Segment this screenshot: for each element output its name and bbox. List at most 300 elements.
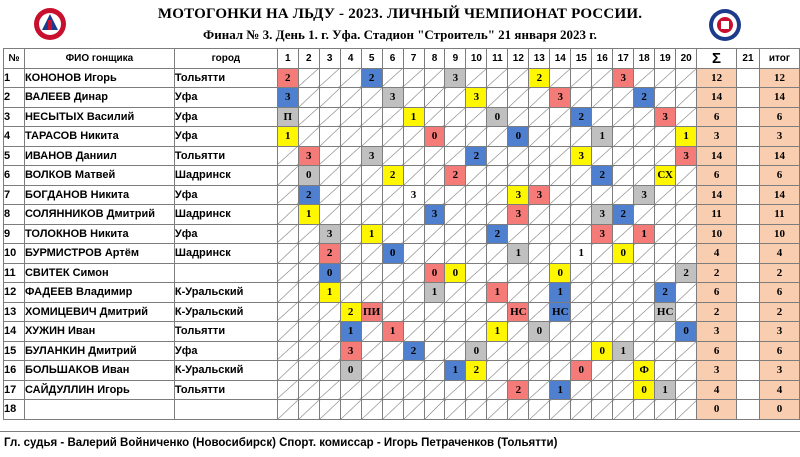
col-heat-header: 6 [382,49,403,69]
rider-total: 12 [759,68,799,88]
col-heat-header: 13 [529,49,550,69]
extra-cell [737,185,760,205]
heat-empty-cell [403,68,424,88]
heat-empty-cell [424,166,445,186]
heat-result-cell: 1 [550,283,571,303]
rider-number: 2 [4,88,25,108]
heat-empty-cell [655,127,676,147]
heat-result-cell: 2 [382,166,403,186]
heat-empty-cell [361,400,382,420]
rider-number: 15 [4,341,25,361]
heat-empty-cell [403,283,424,303]
heat-empty-cell [319,302,340,322]
col-heat-header: 4 [340,49,361,69]
rider-sum: 3 [697,361,737,381]
heat-result-cell: 1 [487,322,508,342]
table-row [4,224,800,244]
rider-city: Шадринск [174,244,277,264]
heat-result-cell: Ф [634,361,655,381]
heat-empty-cell [676,302,697,322]
heat-empty-cell [508,400,529,420]
heat-empty-cell [361,185,382,205]
page-header [0,0,800,48]
rider-sum: 11 [697,205,737,225]
heat-empty-cell [466,380,487,400]
table-row [4,341,800,361]
heat-empty-cell [529,107,550,127]
heat-result-cell: НС [550,302,571,322]
heat-empty-cell [508,166,529,186]
rider-total: 3 [759,361,799,381]
rider-name: БУРМИСТРОВ Артём [24,244,174,264]
rider-total: 2 [759,302,799,322]
heat-empty-cell [613,88,634,108]
extra-cell [737,400,760,420]
heat-empty-cell [382,224,403,244]
heat-empty-cell [424,224,445,244]
heat-empty-cell [340,185,361,205]
heat-result-cell: 2 [445,166,466,186]
heat-result-cell: 3 [634,185,655,205]
heat-empty-cell [655,341,676,361]
heat-result-cell: 3 [382,88,403,108]
col-heat-header: 20 [676,49,697,69]
col-heat-header: 15 [571,49,592,69]
heat-empty-cell [298,341,319,361]
heat-empty-cell [403,400,424,420]
heat-result-cell: 0 [487,107,508,127]
heat-empty-cell [634,205,655,225]
rider-number: 13 [4,302,25,322]
rider-number: 16 [4,361,25,381]
heat-result-cell: 1 [340,322,361,342]
heat-empty-cell [277,380,298,400]
table-row [4,185,800,205]
heat-result-cell: 1 [424,283,445,303]
heat-result-cell: 1 [319,283,340,303]
heat-empty-cell [613,107,634,127]
heat-empty-cell [655,400,676,420]
heat-result-cell: 2 [340,302,361,322]
col-heat-header: 11 [487,49,508,69]
rider-city: Шадринск [174,166,277,186]
heat-result-cell: 2 [571,107,592,127]
heat-empty-cell [277,341,298,361]
heat-empty-cell [340,88,361,108]
heat-empty-cell [613,322,634,342]
heat-empty-cell [550,361,571,381]
rider-number: 1 [4,68,25,88]
heat-empty-cell [529,283,550,303]
heat-empty-cell [424,107,445,127]
heat-empty-cell [487,400,508,420]
heat-result-cell: 2 [655,283,676,303]
table-row [4,68,800,88]
heat-empty-cell [676,244,697,264]
heat-empty-cell [487,127,508,147]
heat-result-cell: НС [655,302,676,322]
heat-empty-cell [361,107,382,127]
heat-empty-cell [445,400,466,420]
heat-empty-cell [340,146,361,166]
heat-empty-cell [613,380,634,400]
rider-city: Тольятти [174,380,277,400]
col-heat-header: 9 [445,49,466,69]
heat-empty-cell [424,302,445,322]
heat-result-cell: 3 [592,224,613,244]
rider-name: СВИТЕК Симон [24,263,174,283]
heat-result-cell: 0 [592,341,613,361]
heat-empty-cell [550,146,571,166]
heat-empty-cell [550,185,571,205]
table-row [4,302,800,322]
heat-empty-cell [424,400,445,420]
heat-result-cell: 0 [550,263,571,283]
heat-empty-cell [592,185,613,205]
heat-empty-cell [445,380,466,400]
heat-empty-cell [550,127,571,147]
rider-sum: 6 [697,283,737,303]
rider-name: ТОЛОКНОВ Никита [24,224,174,244]
heat-empty-cell [529,400,550,420]
rider-total: 6 [759,283,799,303]
heat-empty-cell [466,244,487,264]
heat-empty-cell [676,400,697,420]
heat-empty-cell [529,263,550,283]
heat-empty-cell [529,361,550,381]
col-heat-header: 10 [466,49,487,69]
heat-result-cell: 3 [298,146,319,166]
heat-empty-cell [571,166,592,186]
rider-number: 17 [4,380,25,400]
heat-empty-cell [382,341,403,361]
heat-empty-cell [634,166,655,186]
heat-empty-cell [508,146,529,166]
heat-empty-cell [340,107,361,127]
heat-empty-cell [382,107,403,127]
heat-result-cell: 1 [445,361,466,381]
table-row [4,361,800,381]
heat-empty-cell [487,68,508,88]
heat-result-cell: 0 [508,127,529,147]
heat-empty-cell [319,341,340,361]
heat-empty-cell [277,302,298,322]
rider-sum: 6 [697,166,737,186]
heat-empty-cell [319,146,340,166]
heat-empty-cell [361,361,382,381]
heat-empty-cell [445,341,466,361]
extra-cell [737,244,760,264]
heat-empty-cell [445,205,466,225]
heat-empty-cell [277,244,298,264]
rider-total: 6 [759,107,799,127]
heat-result-cell: 3 [403,185,424,205]
heat-empty-cell [277,185,298,205]
heat-result-cell: 0 [340,361,361,381]
heat-empty-cell [466,263,487,283]
heat-empty-cell [592,244,613,264]
extra-cell [737,302,760,322]
heat-result-cell: 0 [298,166,319,186]
heat-empty-cell [403,166,424,186]
heat-result-cell: ПИ [361,302,382,322]
heat-result-cell: 1 [571,244,592,264]
heat-empty-cell [403,205,424,225]
heat-empty-cell [466,283,487,303]
heat-empty-cell [361,205,382,225]
heat-empty-cell [424,244,445,264]
heat-empty-cell [298,400,319,420]
heat-empty-cell [466,322,487,342]
extra-cell [737,341,760,361]
rider-number: 5 [4,146,25,166]
rider-number: 9 [4,224,25,244]
rider-total: 14 [759,88,799,108]
heat-result-cell: 0 [676,322,697,342]
heat-empty-cell [550,400,571,420]
heat-empty-cell [634,302,655,322]
heat-empty-cell [298,244,319,264]
heat-empty-cell [277,283,298,303]
heat-empty-cell [676,283,697,303]
heat-empty-cell [613,127,634,147]
rider-sum: 3 [697,127,737,147]
results-table [3,48,800,420]
extra-cell [737,127,760,147]
heat-result-cell: 1 [592,127,613,147]
rider-name [24,400,174,420]
heat-empty-cell [424,185,445,205]
heat-empty-cell [571,322,592,342]
heat-empty-cell [382,263,403,283]
rider-number: 12 [4,283,25,303]
rider-name: ХОМИЦЕВИЧ Дмитрий [24,302,174,322]
rider-sum: 2 [697,302,737,322]
heat-empty-cell [613,302,634,322]
rider-name: ВАЛЕЕВ Динар [24,88,174,108]
col-heat-header: 14 [550,49,571,69]
rider-city: Тольятти [174,322,277,342]
heat-empty-cell [634,68,655,88]
heat-empty-cell [487,302,508,322]
heat-result-cell: 2 [277,68,298,88]
rider-city: Уфа [174,88,277,108]
heat-empty-cell [550,224,571,244]
footer-officials: Гл. судья - Валерий Войниченко (Новосибирск) Спорт. комиссар - Игорь Петраченков (Тольятти) [4,437,558,449]
heat-empty-cell [508,361,529,381]
heat-result-cell: 0 [445,263,466,283]
heat-empty-cell [487,263,508,283]
heat-empty-cell [340,127,361,147]
page-title: МОТОГОНКИ НА ЛЬДУ - 2023. ЛИЧНЫЙ ЧЕМПИОНАТ РОССИИ. [157,6,643,22]
rider-sum: 3 [697,322,737,342]
heat-empty-cell [613,263,634,283]
heat-empty-cell [613,224,634,244]
heat-result-cell: 3 [445,68,466,88]
rider-number: 14 [4,322,25,342]
heat-empty-cell [508,341,529,361]
rider-name: НЕСЫТЫХ Василий [24,107,174,127]
heat-empty-cell [382,400,403,420]
heat-empty-cell [613,361,634,381]
rider-city: К-Уральский [174,302,277,322]
heat-empty-cell [655,322,676,342]
col-heat-header: 7 [403,49,424,69]
heat-empty-cell [676,68,697,88]
extra-cell [737,166,760,186]
extra-cell [737,283,760,303]
heat-result-cell: 1 [613,341,634,361]
heat-empty-cell [319,205,340,225]
heat-empty-cell [319,107,340,127]
heat-empty-cell [445,283,466,303]
heat-empty-cell [298,380,319,400]
col-total-header: итог [759,49,799,69]
rider-city [174,263,277,283]
rider-name: БОЛЬШАКОВ Иван [24,361,174,381]
heat-empty-cell [340,205,361,225]
rider-name: САЙДУЛЛИН Игорь [24,380,174,400]
heat-empty-cell [508,107,529,127]
rider-city: Тольятти [174,146,277,166]
heat-result-cell: 1 [277,127,298,147]
heat-empty-cell [382,380,403,400]
table-row [4,244,800,264]
heat-empty-cell [319,361,340,381]
heat-empty-cell [592,361,613,381]
heat-empty-cell [340,380,361,400]
heat-empty-cell [382,127,403,147]
heat-empty-cell [529,224,550,244]
rider-total: 3 [759,127,799,147]
heat-empty-cell [382,68,403,88]
heat-result-cell: 3 [529,185,550,205]
heat-empty-cell [340,224,361,244]
heat-empty-cell [592,263,613,283]
rider-total: 11 [759,205,799,225]
heat-empty-cell [403,302,424,322]
heat-empty-cell [592,107,613,127]
heat-empty-cell [445,244,466,264]
heat-empty-cell [277,166,298,186]
heat-result-cell: 0 [613,244,634,264]
heat-empty-cell [613,185,634,205]
heat-empty-cell [319,88,340,108]
heat-empty-cell [592,400,613,420]
heat-empty-cell [571,380,592,400]
heat-result-cell: П [277,107,298,127]
rider-total: 4 [759,244,799,264]
heat-empty-cell [655,263,676,283]
heat-empty-cell [655,68,676,88]
table-row [4,88,800,108]
heat-result-cell: НС [508,302,529,322]
heat-empty-cell [382,283,403,303]
heat-result-cell: 0 [466,341,487,361]
heat-empty-cell [340,244,361,264]
heat-empty-cell [466,302,487,322]
col-heat-header: 18 [634,49,655,69]
heat-result-cell: 0 [424,127,445,147]
col-num-header: № [4,49,25,69]
heat-empty-cell [340,400,361,420]
heat-result-cell: 0 [424,263,445,283]
heat-empty-cell [571,400,592,420]
extra-cell [737,322,760,342]
heat-empty-cell [592,88,613,108]
rider-total: 2 [759,263,799,283]
heat-result-cell: 3 [508,185,529,205]
extra-cell [737,68,760,88]
col-extra-header: 21 [737,49,760,69]
heat-empty-cell [487,185,508,205]
heat-empty-cell [319,68,340,88]
heat-result-cell: 2 [634,88,655,108]
table-row [4,400,800,420]
heat-result-cell: 0 [382,244,403,264]
heat-empty-cell [340,283,361,303]
heat-empty-cell [466,185,487,205]
heat-empty-cell [382,185,403,205]
heat-empty-cell [319,166,340,186]
heat-empty-cell [529,244,550,264]
heat-empty-cell [634,283,655,303]
heat-empty-cell [382,302,403,322]
heat-empty-cell [487,88,508,108]
heat-empty-cell [361,322,382,342]
heat-empty-cell [529,127,550,147]
heat-empty-cell [529,166,550,186]
heat-empty-cell [676,166,697,186]
col-heat-header: 2 [298,49,319,69]
heat-empty-cell [487,341,508,361]
heat-empty-cell [655,244,676,264]
heat-result-cell: 1 [403,107,424,127]
rider-number: 4 [4,127,25,147]
rider-city: Уфа [174,107,277,127]
heat-empty-cell [655,205,676,225]
heat-result-cell: 2 [508,380,529,400]
heat-empty-cell [445,107,466,127]
page-subtitle: Финал № 3. День 1. г. Уфа. Стадион "Строитель" 21 января 2023 г. [203,27,597,42]
heat-empty-cell [571,263,592,283]
rider-name: ФАДЕЕВ Владимир [24,283,174,303]
heat-empty-cell [382,146,403,166]
heat-empty-cell [298,361,319,381]
heat-empty-cell [277,361,298,381]
heat-result-cell: 0 [571,361,592,381]
heat-empty-cell [550,244,571,264]
heat-empty-cell [508,263,529,283]
heat-empty-cell [550,205,571,225]
heat-empty-cell [508,322,529,342]
heat-result-cell: 3 [361,146,382,166]
heat-empty-cell [571,68,592,88]
table-row [4,380,800,400]
heat-empty-cell [298,68,319,88]
heat-empty-cell [466,205,487,225]
table-row [4,107,800,127]
heat-result-cell: 2 [466,361,487,381]
rider-sum: 6 [697,341,737,361]
rider-sum: 14 [697,146,737,166]
heat-empty-cell [361,283,382,303]
heat-empty-cell [277,400,298,420]
col-heat-header: 19 [655,49,676,69]
extra-cell [737,224,760,244]
heat-result-cell: 3 [613,68,634,88]
rider-number: 10 [4,244,25,264]
